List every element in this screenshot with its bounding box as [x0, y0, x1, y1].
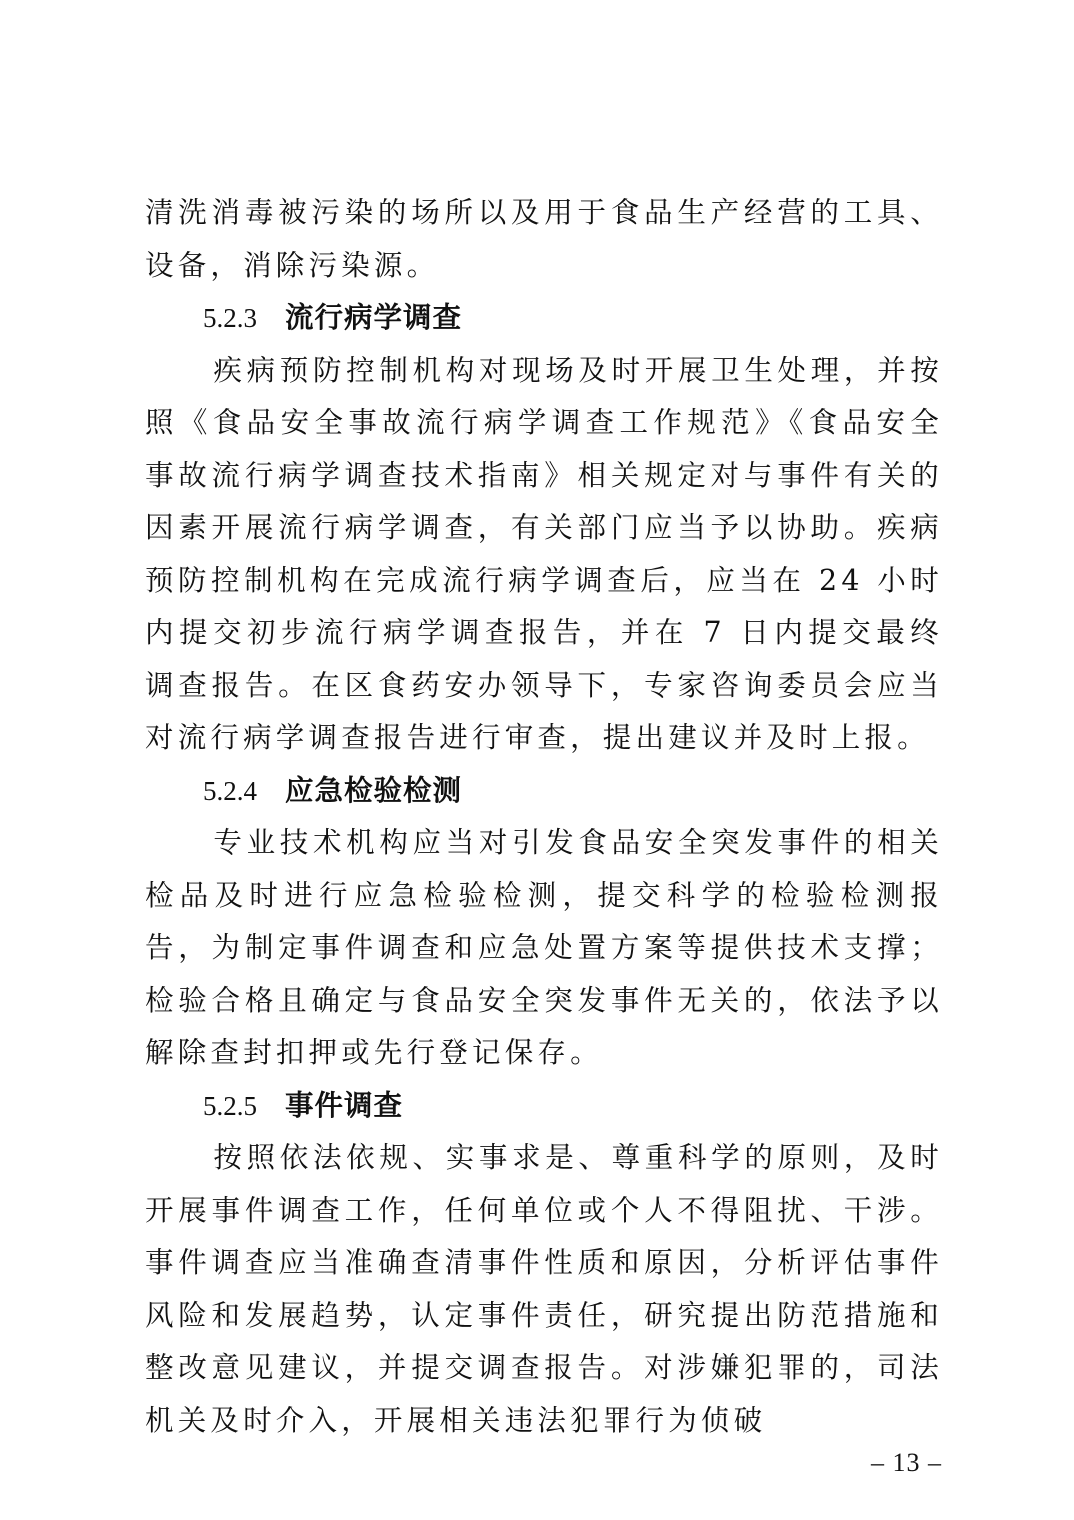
section-number: 5.2.5 — [203, 1090, 257, 1121]
section-title: 事件调查 — [285, 1088, 404, 1122]
paragraph-emergency-testing: 专业技术机构应当对引发食品安全突发事件的相关检品及时进行应急检验检测，提交科学的检验检测报告，为制定事件调查和应急处置方案等提供技术支撑；检验合格且确定与食品安全突发事件无关的，依法予以解除查封扣押或先行登记保存。 — [145, 826, 943, 1069]
document-body — [145, 187, 943, 1447]
section-title: 应急检验检测 — [285, 773, 463, 807]
section-heading-5-2-3 — [145, 292, 943, 345]
section-number: 5.2.3 — [203, 303, 257, 333]
section-heading-5-2-4 — [145, 765, 943, 818]
paragraph-continuation: 清洗消毒被污染的场所以及用于食品生产经营的工具、设备，消除污染源。 — [145, 196, 943, 282]
section-heading-5-2-5 — [145, 1080, 943, 1133]
paragraph-incident-investigation: 按照依法依规、实事求是、尊重科学的原则，及时开展事件调查工作，任何单位或个人不得阻扰、干涉。事件调查应当准确查清事件性质和原因，分析评估事件风险和发展趋势，认定事件责任，研究提出防范措施和整改意见建议，并提交调查报告。对涉嫌犯罪的，司法机关及时介入，开展相关违法犯罪行为侦破 — [145, 1141, 943, 1437]
section-title: 流行病学调查 — [285, 301, 463, 334]
section-number: 5.2.4 — [203, 775, 257, 806]
page-number: – 13 – — [871, 1448, 942, 1477]
paragraph-epidemiology: 疾病预防控制机构对现场及时开展卫生处理，并按照《食品安全事故流行病学调查工作规范》《食品安全事故流行病学调查技术指南》相关规定对与事件有关的因素开展流行病学调查，有关部门应当予以协助。疾病预防控制机构在完成流行病学调查后，应当在 24 小时内提交初步流行病学调查报告，并在 7 日内提交最终调查报告。在区食药安办领导下，专家咨询委员会应当对流行病学调查报告进行审查，提出建议并及时上报。 — [145, 353, 943, 754]
